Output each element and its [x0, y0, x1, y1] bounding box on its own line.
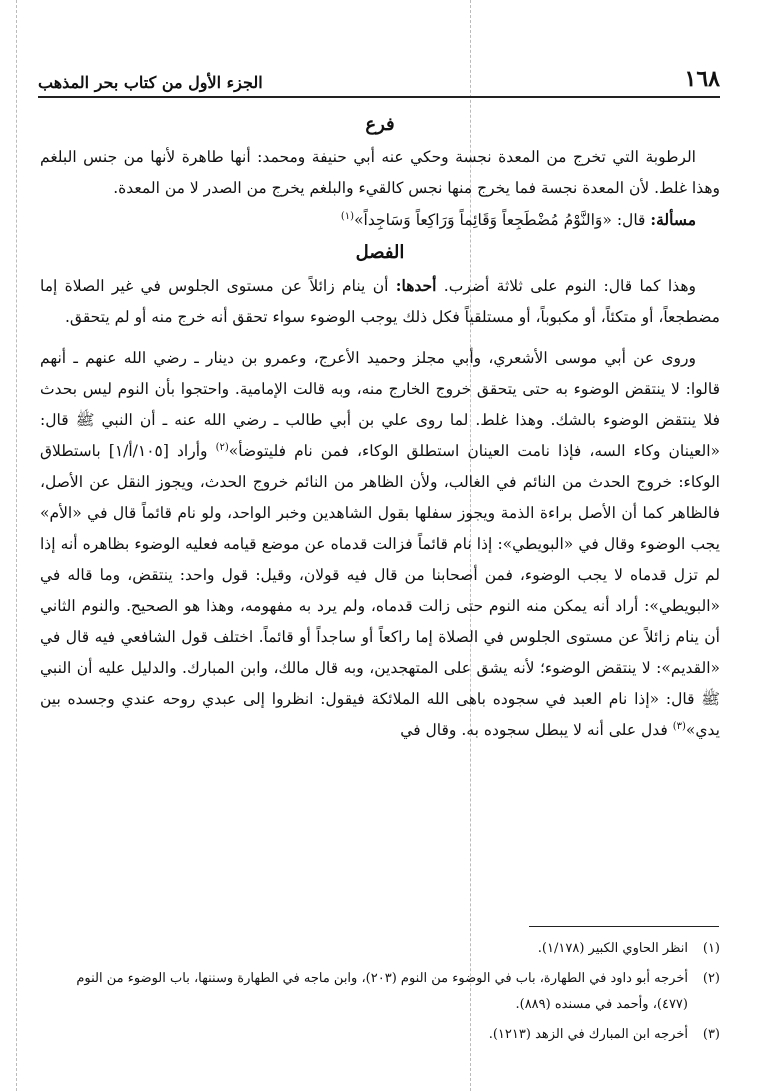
paragraph-narrations	[40, 343, 720, 746]
para1-end: أن ينام زائلاً عن مستوى الجلوس في غير الصلاة إما مضطجعاً، أو متكئاً، أو مكبوباً، أو مستلقياً فكل ذلك يوجب الوضوء سواء تحقق أنه خرج منه أو لم يتحقق.	[40, 277, 720, 326]
footnote-ref-2[interactable]: (٢)	[215, 441, 229, 453]
para1-bold: أحدها:	[395, 276, 437, 295]
issue-statement	[40, 204, 720, 236]
footnote-ref-3[interactable]: (٣)	[672, 720, 686, 732]
footnote-2	[40, 966, 720, 1018]
para2-part-a: وروى عن أبي موسى الأشعري، وأبي مجلز وحميد الأعرج، وعمرو بن دينار ـ رضي الله عنهم ـ أنهم قالوا: لا ينتقض الوضوء به حتى يتحقق خروج الخارج منه، وبه قالت الإمامية. واحتجوا بأن النوم ليس بحدث فلا ينتقض الوضوء بالشك. وهذا غلط. لما روى علي بن أبي طالب ـ رضي الله عنه ـ أن النبي ﷺ قال: «العينان وكاء السه، فإذا نامت العينان استطلق الوكاء، فمن نام فليتوضأ»	[40, 349, 720, 460]
footnote-ref-1[interactable]: (١)	[340, 210, 355, 222]
footnote-number: (٣)	[702, 1027, 720, 1042]
paragraph-sleep-types	[40, 270, 720, 333]
para2-part-c: فدل على أنه لا يبطل سجوده به. وقال في	[400, 721, 673, 739]
footnote-text: انظر الحاوي الكبير (١/١٧٨).	[537, 941, 688, 956]
footnote-divider	[529, 926, 719, 927]
issue-text: قال: «وَالنَّوْمُ مُضْطَجِعاً وَقَائِماً وَرَاكِعاً وَسَاجِداً»	[354, 211, 646, 229]
issue-label: مسألة:	[650, 210, 696, 229]
section-heading-far: فرع	[365, 114, 395, 135]
running-title: الجزء الأول من كتاب بحر المذهب	[38, 73, 263, 92]
para2-part-b: وأراد [١٠٥/أ/١] باستطلاق الوكاء: خروج الحدث من النائم في الغالب، ولأن الظاهر من النائم خروج الحدث، ويجوز النقل عن الأصل، فالظاهر كما أن الأصل براءة الذمة ويجوز سفلها بقول الشاهدين وخبر الواحد، ولو نام قائماً قال في «الأم» يجب الوضوء وقال في «البويطي»: إذا نام قائماً فزالت قدماه عن موضع قيامه فعليه الوضوء بظاهره أنه إذا لم تزل قدماه لا يجب الوضوء، فمن أصحابنا من قال فيه قولان، وقيل: قول واحد: ينتقض، وما قاله في «البويطي»: أراد أنه يمكن منه النوم حتى زالت قدماه، ولم يرد به مفهومه، وهذا هو الصحيح. والنوم الثاني أن ينام زائلاً عن مستوى الجلوس في الصلاة إما راكعاً أو ساجداً أو قائماً. اختلف قول الشافعي فيه قال في «القديم»: لا ينتقض الوضوء؛ لأنه يشق على المتهجدين، وبه قال مالك، وابن المبارك. والدليل عليه أن النبي ﷺ قال: «إذا نام العبد في سجوده باهى الله الملائكة فيقول: انظروا إلى عبدي روحه عندي وجسده بين يدي»	[40, 442, 720, 739]
para1-start: وهذا كما قال: النوم على ثلاثة أضرب.	[443, 277, 696, 295]
footnote-1	[40, 936, 720, 962]
page-header	[38, 62, 720, 98]
footnote-text: أخرجه ابن المبارك في الزهد (١٢١٣).	[488, 1027, 688, 1042]
page-number: ١٦٨	[684, 66, 720, 92]
footnote-3	[40, 1022, 720, 1048]
paragraph-moisture: الرطوبة التي تخرج من المعدة نجسة وحكي عنه أبي حنيفة ومحمد: أنها طاهرة لأنها من جنس البلغم وهذا غلط. لأن المعدة نجسة فما يخرج منها نجس كالقيء والبلغم يخرج من الصدر لا من المعدة.	[40, 148, 720, 197]
footnote-number: (٢)	[702, 971, 720, 986]
section-heading-fasl: الفصل	[355, 242, 405, 263]
footnote-number: (١)	[702, 941, 720, 956]
footnotes	[40, 936, 720, 1052]
footnote-text: أخرجه أبو داود في الطهارة، باب في الوضوء من النوم (٢٠٣)، وابن ماجه في الطهارة وسننها، باب الوضوء من النوم (٤٧٧)، وأحمد في مسنده (٨٨٩).	[76, 971, 688, 1012]
scan-guide-line	[16, 0, 17, 1091]
paragraph-gap	[40, 333, 720, 343]
main-text	[40, 108, 720, 746]
